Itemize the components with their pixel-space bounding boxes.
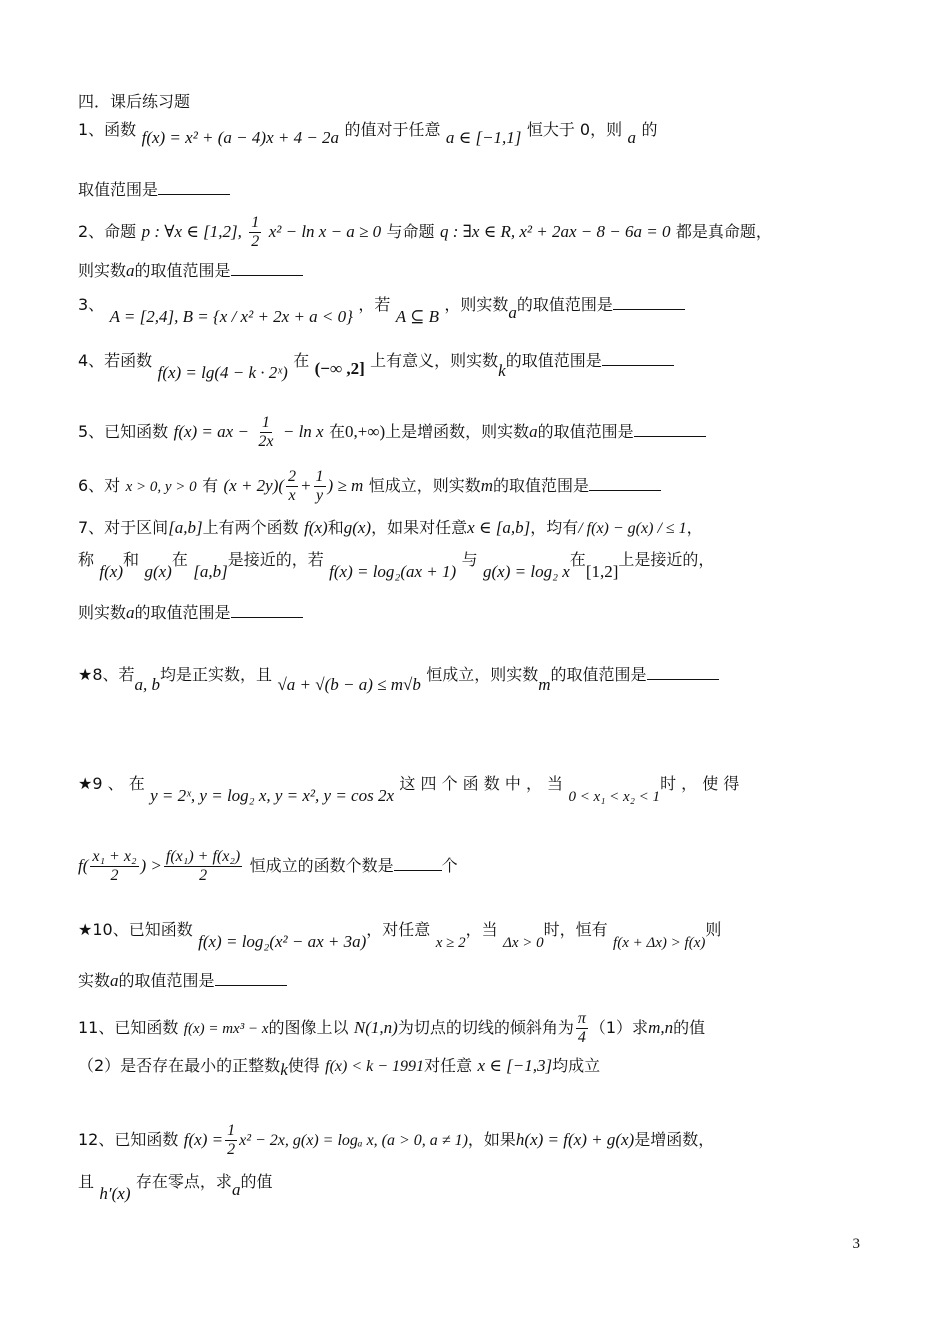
p5-formula-interval: 0,+∞) — [345, 422, 386, 441]
p11-formula-ineq: f(x) < k − 1991 — [325, 1058, 425, 1075]
p2-formula-q: q : ∃x ∈ R, x² + 2ax − 8 − 6a = 0 — [439, 222, 671, 241]
fraction-pi-over-4: $\frac{\pi}{4}$ — [577, 1010, 586, 1046]
p11-text-h: 对任意 — [424, 1056, 473, 1075]
p11-formula-point: N(1,n) — [353, 1018, 398, 1037]
fraction-one-over-2x: $\frac{1}{2x}$ — [258, 414, 274, 450]
p8-formula-ineq: √a + √(b − a) ≤ m√b — [277, 675, 421, 694]
p1-text-c: 恒大于 0，则 — [526, 120, 623, 139]
p7-text-i: 在 — [171, 550, 188, 569]
p9-formula-functions: y = 2ˣ, y = log₂ x, y = x², y = cos 2x — [150, 786, 395, 805]
p11-text-c: 为切点的切线的倾斜角为 — [397, 1018, 574, 1037]
problem-5 — [78, 410, 706, 454]
p12-text-f: 的值 — [240, 1172, 273, 1191]
p10-formula-f: f(x) = log₂(x² − ax + 3a) — [198, 932, 367, 951]
p7-formula-f: f(x) — [304, 518, 328, 537]
p6-text-c: 恒成立，则实数 — [368, 476, 481, 495]
answer-blank[interactable] — [613, 292, 685, 310]
p11-text-a: 11、已知函数 — [78, 1018, 179, 1037]
p7-formula-interval: [a,b] — [168, 518, 203, 537]
answer-blank[interactable] — [394, 853, 442, 871]
p11-text-f: （2）是否存在最小的正整数 — [78, 1056, 281, 1075]
p5-text-a: 5、已知函数 — [78, 422, 169, 441]
p10-formula-x: x ≥ 2 — [435, 935, 466, 951]
p2-text-d: 则实数 — [78, 261, 127, 280]
p3-text-c: ，则实数 — [444, 295, 509, 314]
p9-formula-cond: 0 < x₁ < x₂ < 1 — [568, 789, 661, 805]
p4-text-a: 4、若函数 — [78, 351, 153, 370]
p10-text-a: ★10、已知函数 — [78, 920, 193, 939]
p4-formula-interval: (−∞ ,2] — [314, 359, 365, 378]
fraction-one-over-y: $\frac{1}{y}$ — [315, 468, 324, 504]
p7-text-d: ，如果对任意 — [371, 518, 468, 537]
problem-2 — [78, 214, 772, 251]
p7-formula-ineq: / f(x) − g(x) / ≤ 1 — [578, 520, 687, 537]
p1-var-a: a — [627, 128, 637, 147]
p9-text-e: 个 — [441, 856, 458, 875]
problem-1-line2 — [78, 177, 230, 202]
p7-formula-f2: f(x) — [99, 562, 124, 581]
p7-text-j: 是接近的，若 — [227, 550, 324, 569]
p11-var-k: k — [280, 1060, 288, 1079]
fraction-half: $\frac{1}{2}$ — [227, 1122, 236, 1158]
p3-text-a: 3、 — [78, 295, 105, 314]
p11-var-mn: m,n — [648, 1018, 674, 1037]
p6-formula-cond: x > 0, y > 0 — [125, 479, 197, 495]
p8-formula-ab: a, b — [134, 675, 161, 694]
answer-blank[interactable] — [634, 419, 706, 437]
p10-text-f: 实数 — [78, 971, 111, 990]
p5-formula-f: f(x) = ax − — [173, 422, 249, 441]
p8-var-m: m — [538, 675, 551, 694]
p12-text-d: 且 — [78, 1172, 95, 1191]
p3-text-d: 的取值范围是 — [516, 295, 613, 314]
p12-formula-h-prime: h′(x) — [99, 1184, 131, 1203]
p12-formula-f: f(x) = — [183, 1130, 224, 1149]
p6-formula-lhs: (x + 2y)( — [223, 476, 285, 495]
problem-7 — [78, 516, 703, 541]
section-title: 四．课后练习题 — [78, 92, 191, 111]
answer-blank[interactable] — [647, 662, 719, 680]
p12-text-a: 12、已知函数 — [78, 1130, 179, 1149]
p7-formula-g: g(x) — [343, 518, 372, 537]
fraction-fx1-plus-fx2: $\frac{\text{f(x₁) + f(x₂)}}{2}$ — [165, 848, 241, 884]
p6-formula-rhs: ) ≥ m — [327, 476, 364, 495]
p7-text-n: 则实数 — [78, 603, 127, 622]
p6-text-a: 6、对 — [78, 476, 121, 495]
fraction-two-over-x: $\frac{2}{x}$ — [288, 468, 297, 504]
p6-text-d: 的取值范围是 — [493, 476, 590, 495]
p4-text-b: 在 — [293, 351, 310, 370]
p9-text-a: ★9 、 在 — [78, 774, 145, 793]
problem-12 — [78, 1118, 714, 1163]
problem-6: 6、对 x > 0, y > 0 有 (x + 2y)( $\frac{2}{x}$ + $\frac{1}{y}$ ) ≥ m 恒成立，则实数m的取值范围是 — [78, 464, 661, 509]
p7-text-e: ，均有 — [530, 518, 579, 537]
p9-text-c: 时 ， 使 得 — [660, 774, 740, 793]
p4-formula-f: f(x) = lg(4 − k · 2ˣ) — [157, 363, 288, 382]
p1-text-a: 1、函数 — [78, 120, 137, 139]
problem-11-line2 — [78, 1054, 600, 1079]
p9-formula-lhs: f( — [78, 856, 89, 875]
p1-text-range: 取值范围是 — [78, 180, 159, 199]
p12-formula-h: h(x) = f(x) + g(x) — [515, 1130, 635, 1149]
p7-text-f: ， — [686, 518, 703, 537]
p4-var-k: k — [498, 361, 506, 380]
p10-text-b: ，对任意 — [366, 920, 431, 939]
problem-7-line3 — [78, 600, 303, 625]
problem-4 — [78, 348, 674, 382]
answer-blank[interactable] — [231, 600, 303, 618]
answer-blank[interactable] — [215, 968, 287, 986]
p1-formula-f: f(x) = x² + (a − 4)x + 4 − 2a — [141, 128, 340, 147]
p7-text-m: 上是接近的， — [618, 550, 715, 569]
p11-formula-x-range: x ∈ [−1,3] — [477, 1056, 553, 1075]
p4-text-c: 上有意义，则实数 — [370, 351, 499, 370]
p2-formula-ineq: x² − ln x − a ≥ 0 — [268, 222, 382, 241]
p11-text-b: 的图像上以 — [268, 1018, 349, 1037]
p11-formula-f: f(x) = mx³ − x — [183, 1021, 269, 1037]
p9-formula-gt: ) > — [140, 856, 162, 875]
p10-formula-ineq: f(x + Δx) > f(x) — [613, 935, 706, 951]
p7-text-k: 与 — [461, 550, 478, 569]
problem-12-line2 — [78, 1170, 273, 1203]
p5-formula-ln: − ln x — [282, 422, 324, 441]
p7-formula-interval3: [1,2] — [585, 562, 619, 581]
p7-formula-log-g: g(x) = log₂ x — [483, 562, 570, 581]
p6-text-b: 有 — [202, 476, 219, 495]
p5-text-c: 上是增函数，则实数 — [385, 422, 530, 441]
problem-9-line2 — [78, 842, 458, 890]
problem-2-line2 — [78, 258, 303, 283]
p2-text-b: 与命题 — [386, 222, 435, 241]
p7-text-l: 在 — [569, 550, 586, 569]
p12-var-a: a — [231, 1180, 241, 1199]
p8-text-b: 均是正实数，且 — [160, 665, 273, 684]
p11-text-i: 均成立 — [552, 1056, 601, 1075]
p10-text-d: 时，恒有 — [543, 920, 608, 939]
p7-text-o: 的取值范围是 — [134, 603, 231, 622]
p10-text-g: 的取值范围是 — [118, 971, 215, 990]
fraction-half: $\frac{1}{2}$ — [251, 214, 260, 250]
answer-blank[interactable] — [589, 473, 661, 491]
p4-text-d: 的取值范围是 — [505, 351, 602, 370]
p2-formula-p: p : ∀x ∈ [1,2], — [141, 222, 242, 241]
problem-3 — [78, 292, 685, 326]
p7-text-b: 上有两个函数 — [202, 518, 299, 537]
answer-blank[interactable] — [158, 177, 230, 195]
p10-text-e: 则 — [705, 920, 722, 939]
p3-text-b: ，若 — [358, 295, 391, 314]
problem-10 — [78, 918, 722, 951]
p10-formula-dx: Δx > 0 — [503, 935, 544, 951]
problem-1 — [78, 118, 658, 147]
p7-text-h: 和 — [123, 550, 140, 569]
p5-text-d: 的取值范围是 — [537, 422, 634, 441]
p1-formula-a-range: a ∈ [−1,1] — [445, 128, 522, 147]
p3-var-a: a — [508, 303, 517, 322]
p8-text-a: ★8、若 — [78, 665, 135, 684]
answer-blank[interactable] — [231, 258, 303, 276]
p12-formula-g: x² − 2x, g(x) = logₐ x, (a > 0, a ≠ 1) — [239, 1132, 468, 1149]
problem-8 — [78, 662, 719, 694]
p6-var-m: m — [480, 476, 493, 495]
p11-text-e: 的值 — [673, 1018, 706, 1037]
p8-text-d: 的取值范围是 — [550, 665, 647, 684]
p7-var-a: a — [126, 603, 135, 622]
p11-text-g: 使得 — [287, 1056, 320, 1075]
p2-text-e: 的取值范围是 — [134, 261, 231, 280]
p3-formula-subset: A ⊆ B — [395, 307, 439, 326]
p7-text-c: 和 — [327, 518, 344, 537]
problem-10-line2 — [78, 968, 287, 993]
p12-text-c: 是增函数， — [634, 1130, 715, 1149]
p10-text-c: ，当 — [465, 920, 498, 939]
p7-formula-x: x ∈ [a,b] — [467, 518, 531, 537]
p9-text-b: 这 四 个 函 数 中 ， 当 — [399, 774, 564, 793]
problem-11 — [78, 1006, 705, 1051]
p2-text-a: 2、命题 — [78, 222, 137, 241]
fraction-x1-plus-x2: $\frac{\text{x₁ + x₂}}{2}$ — [92, 848, 137, 884]
problem-7-line2 — [78, 548, 715, 581]
p12-text-e: 存在零点，求 — [135, 1172, 232, 1191]
p7-text-a: 7、对于区间 — [78, 518, 169, 537]
answer-blank[interactable] — [602, 348, 674, 366]
page-number: 3 — [852, 1236, 860, 1252]
p2-text-c: 都是真命题， — [675, 222, 772, 241]
p5-var-a: a — [529, 422, 538, 441]
p2-var-a: a — [126, 261, 135, 280]
p7-formula-interval2: [a,b] — [193, 562, 228, 581]
p7-formula-log-f: f(x) = log₂(ax + 1) — [329, 562, 457, 581]
p8-text-c: 恒成立，则实数 — [426, 665, 539, 684]
p10-var-a: a — [110, 971, 119, 990]
p11-text-d: （1）求 — [589, 1018, 649, 1037]
p1-text-b: 的值对于任意 — [344, 120, 441, 139]
p5-text-b: 在 — [329, 422, 346, 441]
problem-9 — [78, 772, 740, 805]
p7-text-g: 称 — [78, 550, 95, 569]
p7-formula-g2: g(x) — [144, 562, 172, 581]
p1-text-d: 的 — [641, 120, 658, 139]
p9-text-d: 恒成立的函数个数是 — [249, 856, 394, 875]
p3-formula-sets: A = [2,4], B = {x / x² + 2x + a < 0} — [109, 307, 353, 326]
p12-text-b: ，如果 — [467, 1130, 516, 1149]
